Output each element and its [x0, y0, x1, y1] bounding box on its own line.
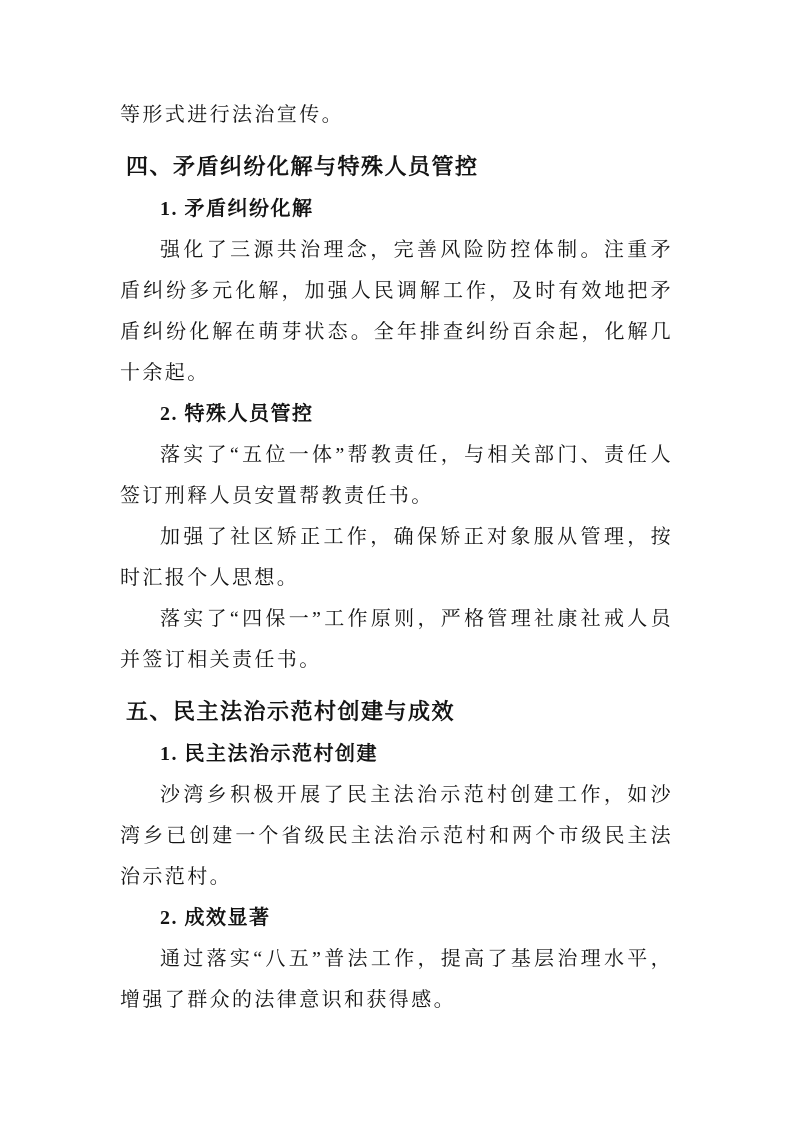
paragraph: 加强了社区矫正工作，确保矫正对象服从管理，按时汇报个人思想。 [120, 526, 673, 589]
paragraph: 通过落实“八五”普法工作，提高了基层治理水平，增强了群众的法律意识和获得感。 [120, 948, 673, 1011]
paragraph: 强化了三源共治理念，完善风险防控体制。注重矛盾纠纷多元化解，加强人民调解工作，及时有效地把矛盾纠纷化解在萌芽状态。全年排查纠纷百余起，化解几十余起。 [120, 239, 673, 384]
paragraph: 落实了“五位一体”帮教责任，与相关部门、责任人签订刑释人员安置帮教责任书。 [120, 444, 673, 507]
subsection-heading-4-1: 1. 矛盾纠纷化解 [160, 198, 314, 220]
subsection-heading-4-2: 2. 特殊人员管控 [160, 403, 314, 425]
section-heading-4: 四、矛盾纠纷化解与特殊人员管控 [126, 154, 479, 179]
subsection-heading-5-1: 1. 民主法治示范村创建 [160, 743, 378, 765]
paragraph-continuation: 等形式进行法治宣传。 [120, 104, 344, 126]
paragraph: 落实了“四保一”工作原则，严格管理社康社戒人员并签订相关责任书。 [120, 608, 673, 671]
paragraph: 沙湾乡积极开展了民主法治示范村创建工作，如沙湾乡已创建一个省级民主法治示范村和两个市级民主法治示范村。 [120, 784, 673, 888]
subsection-heading-5-2: 2. 成效显著 [160, 907, 271, 929]
section-heading-5: 五、民主法治示范村创建与成效 [126, 699, 456, 724]
